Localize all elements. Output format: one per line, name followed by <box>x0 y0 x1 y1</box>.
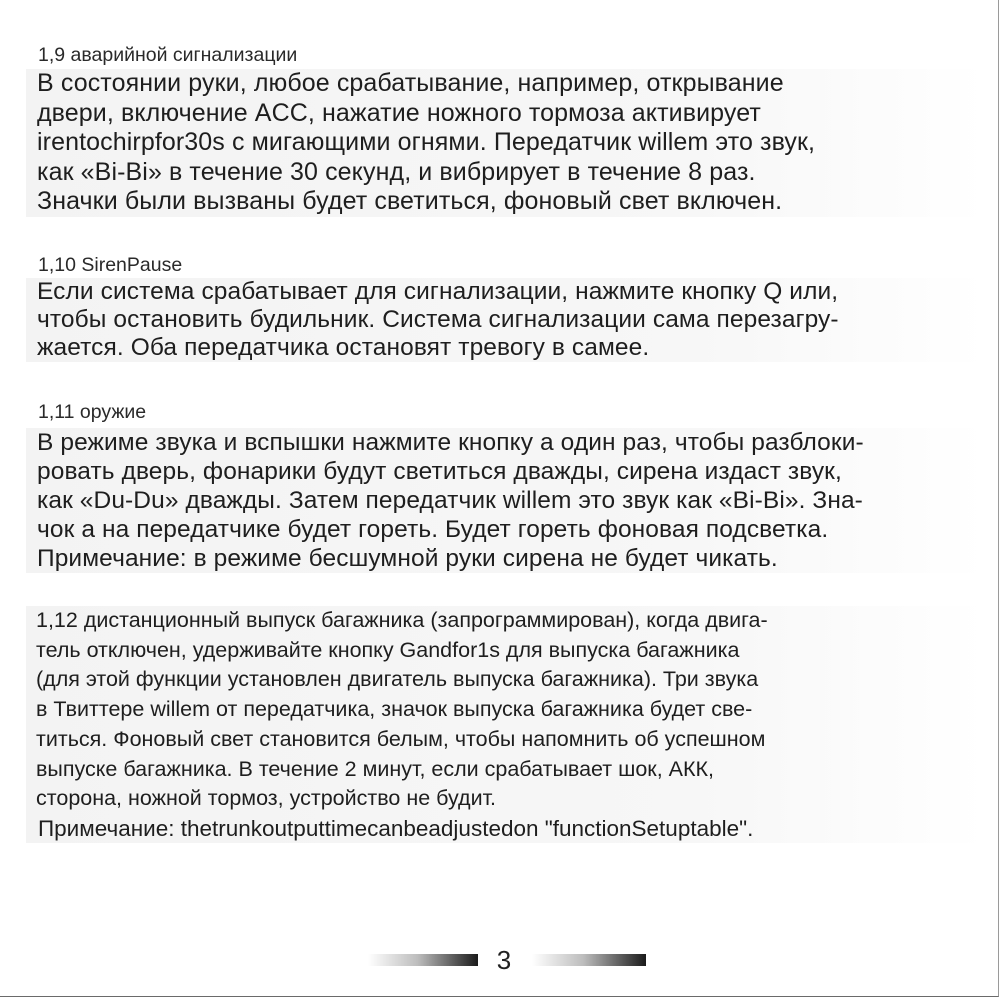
section-note: Примечание: thetrunkoutputtimecanbeadjustedon "functionSetuptable". <box>38 815 754 841</box>
body-line: ровать дверь, фонарики будут светиться дважды, сирена издаст звук, <box>37 458 842 485</box>
body-line: в Твиттере willem от передатчика, значок выпуска багажника будет све- <box>36 697 753 722</box>
section-body <box>26 69 986 217</box>
body-line: Значки были вызваны будет светиться, фоновый свет включен. <box>37 187 783 215</box>
body-line: как «Du-Du» дважды. Затем передатчик willem это звук как «Bi-Bi». Зна- <box>37 487 863 514</box>
body-line: жается. Оба передатчика остановят тревогу в самее. <box>37 334 650 361</box>
body-line: сторона, ножной тормоз, устройство не будит. <box>36 786 497 811</box>
body-line: (для этой функции установлен двигатель выпуска багажника). Три звука <box>36 667 759 692</box>
body-line: чтобы остановить будильник. Система сигнализации сама перезагру- <box>37 306 839 333</box>
body-line: выпуске багажника. В течение 2 минут, если срабатывает шок, АКК, <box>36 756 715 781</box>
body-line: двери, включение ACC, нажатие ножного тормоза активирует <box>37 98 761 127</box>
body-line: Если система срабатывает для сигнализации, нажмите кнопку Q или, <box>37 278 839 305</box>
body-line: В режиме звука и вспышки нажмите кнопку а один раз, чтобы разблоки- <box>37 429 864 456</box>
section-1-10 <box>26 253 986 362</box>
body-line: irentochirpfor30s с мигающими огнями. Передатчик willem это звук, <box>37 128 816 156</box>
section-heading: 1,10 SirenPause <box>38 254 183 276</box>
footer-decor-left <box>368 954 478 966</box>
section-1-12 <box>26 606 986 843</box>
footer-decor-right <box>532 954 646 966</box>
body-line: В состоянии руки, любое срабатывание, например, открывание <box>37 69 784 97</box>
body-line: 1,12 дистанционный выпуск багажника (запрограммирован), когда двига- <box>36 608 768 632</box>
body-line: титься. Фоновый свет становится белым, чтобы напомнить об успешном <box>36 726 766 751</box>
section-1-9 <box>26 43 986 217</box>
body-line: как «Bi-Bi» в течение 30 секунд, и вибрирует в течение 8 раз. <box>37 157 756 186</box>
body-line: чок а на передатчике будет гореть. Будет гореть фоновая подсветка. <box>37 516 829 543</box>
body-line: Примечание: в режиме бесшумной руки сирена не будет чикать. <box>37 545 778 572</box>
section-body <box>26 428 986 573</box>
section-heading: 1,9 аварийной сигнализации <box>38 44 298 66</box>
section-heading: 1,11 оружие <box>38 401 147 423</box>
page-footer <box>0 940 1000 980</box>
page-number: 3 <box>496 945 512 975</box>
body-line: тель отключен, удерживайте кнопку Gandfor1s для выпуска багажника <box>36 637 740 662</box>
section-body <box>26 606 986 814</box>
section-1-11 <box>26 400 986 573</box>
section-body <box>26 278 986 362</box>
